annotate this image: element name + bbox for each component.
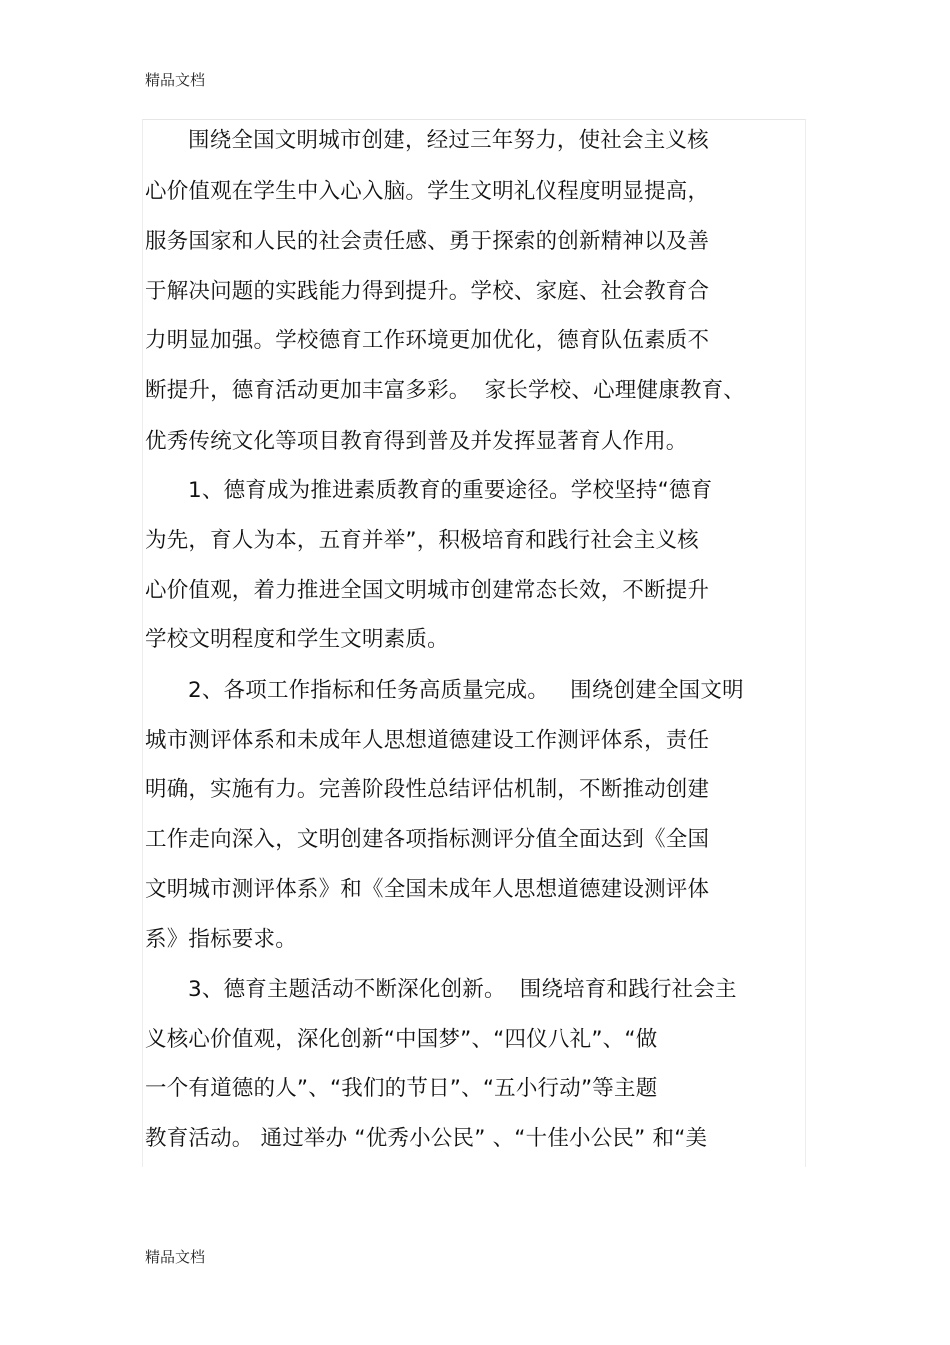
page-header-label: 精品文档	[145, 71, 206, 89]
paragraph-line: 优秀传统文化等项目教育得到普及并发挥显著育人作用。	[145, 429, 688, 454]
paragraph-line: 围绕全国文明城市创建，经过三年努力，使社会主义核	[188, 128, 709, 153]
paragraph-line: 心价值观在学生中入心入脑。学生文明礼仪程度明显提高，	[145, 179, 710, 204]
paragraph-line: 文明城市测评体系》和《全国未成年人思想道德建设测评体	[145, 877, 710, 902]
paragraph-line: 心价值观，着力推进全国文明城市创建常态长效，不断提升	[145, 578, 710, 603]
paragraph-line: 力明显加强。学校德育工作环境更加优化，德育队伍素质不	[145, 328, 710, 353]
paragraph-line: 2、各项工作指标和任务高质量完成。 围绕创建全国文明	[188, 678, 744, 703]
paragraph-line: 于解决问题的实践能力得到提升。学校、家庭、社会教育合	[145, 279, 710, 304]
paragraph-line: 3、德育主题活动不断深化创新。 围绕培育和践行社会主	[188, 977, 737, 1002]
paragraph-line: 明确，实施有力。完善阶段性总结评估机制，不断推动创建	[145, 777, 710, 802]
paragraph-line: 义核心价值观，深化创新“中国梦”、“四仪八礼”、“做	[145, 1027, 658, 1052]
paragraph-line: 1、德育成为推进素质教育的重要途径。学校坚持“德育	[188, 478, 713, 503]
paragraph-line: 系》指标要求。	[145, 927, 297, 952]
paragraph-line: 教育活动。 通过举办 “优秀小公民” 、“十佳小公民” 和“美	[145, 1126, 708, 1151]
paragraph-line: 工作走向深入，文明创建各项指标测评分值全面达到《全国	[145, 827, 710, 852]
paragraph-line: 城市测评体系和未成年人思想道德建设工作测评体系，责任	[145, 728, 710, 753]
paragraph-line: 学校文明程度和学生文明素质。	[145, 627, 449, 652]
paragraph-line: 断提升，德育活动更加丰富多彩。 家长学校、心理健康教育、	[145, 378, 745, 403]
paragraph-line: 服务国家和人民的社会责任感、勇于探索的创新精神以及善	[145, 229, 710, 254]
paragraph-line: 一个有道德的人”、“我们的节日”、“五小行动”等主题	[145, 1076, 658, 1101]
page-footer-label: 精品文档	[145, 1248, 206, 1266]
paragraph-line: 为先，育人为本，五育并举”，积极培育和践行社会主义核	[145, 528, 699, 553]
